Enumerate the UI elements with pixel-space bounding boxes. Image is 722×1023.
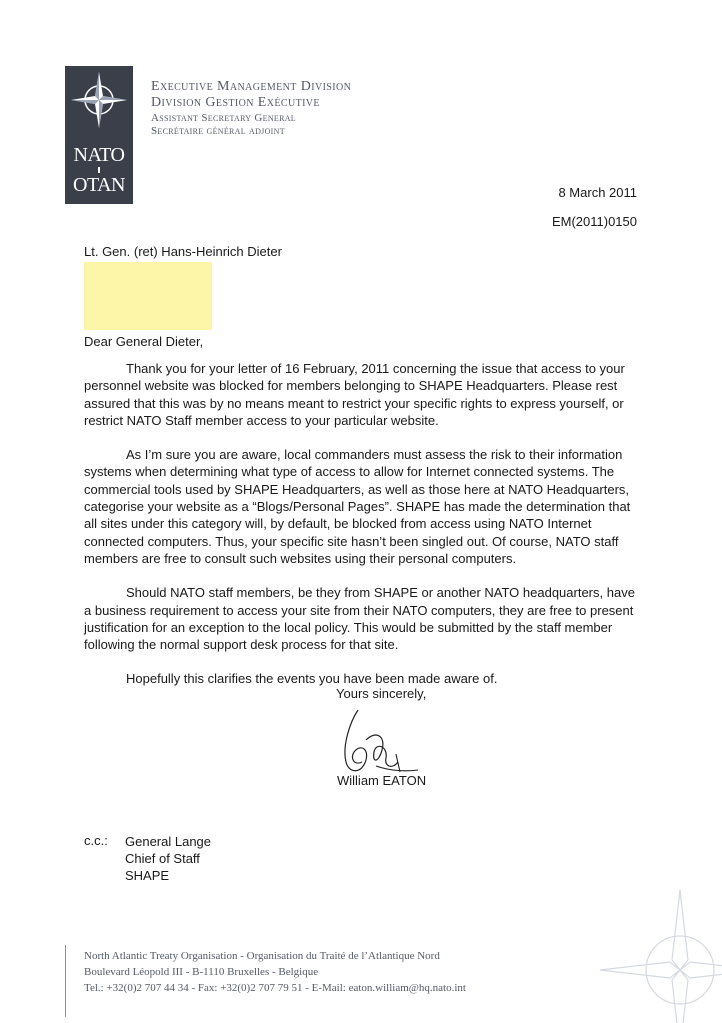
title-fr: Secrétaire général adjoint bbox=[151, 125, 285, 137]
logo-otan-text: OTAN bbox=[73, 174, 125, 196]
letterhead bbox=[151, 80, 351, 137]
cc-line: Chief of Staff bbox=[125, 851, 200, 866]
logo-nato-text: NATO bbox=[73, 144, 125, 166]
letter-date: 8 March 2011 bbox=[558, 185, 637, 200]
body-paragraph-4: Hopefully this clarifies the events you have been made aware of. bbox=[126, 671, 498, 687]
closing: Yours sincerely, bbox=[336, 686, 427, 701]
body-paragraph-1: Thank you for your letter of 16 February, 2011 concerning the issue that access to your personnel website was blocked for members belonging to SHAPE Headquarters. Please rest assured that this was by no means meant to restrict your specific rights to express yourself, or restrict NATO Staff member access to your particular website. bbox=[84, 361, 625, 428]
signer-name: William EATON bbox=[337, 773, 427, 788]
division-name-fr: Division Gestion Exécutive bbox=[151, 95, 320, 110]
nato-compass-star-icon bbox=[69, 70, 129, 130]
letter-body bbox=[84, 360, 640, 705]
body-paragraph-3: Should NATO staff members, be they from SHAPE or another NATO headquarters, have a business requirement to access your site from their NATO computers, they are free to present justification for an exception to the local policy. This would be submitted by the staff member following the normal support desk process for that site. bbox=[84, 585, 635, 653]
redacted-address bbox=[84, 262, 212, 330]
cc-label: c.c.: bbox=[84, 833, 108, 848]
footer-rule bbox=[65, 945, 66, 1017]
cc-line: SHAPE bbox=[125, 868, 170, 883]
letter-footer bbox=[84, 948, 466, 996]
letter-reference: EM(2011)0150 bbox=[551, 214, 637, 229]
title-en: Assistant Secretary General bbox=[151, 112, 296, 124]
body-paragraph-2: As I’m sure you are aware, local commanders must assess the risk to their information systems when determining what type of access to allow for Internet connected systems. The commercial tools used by SHAPE Headquarters, as well as those here at NATO Headquarters, categorise your website as a “Blogs/Personal Pages”. SHAPE has made the determination that all sites under this category will, by default, be blocked from access using NATO Internet connected computers. Thus, your specific site hasn’t been singled out. Of course, NATO staff members are free to consult such websites using their personal computers. bbox=[84, 447, 631, 566]
logo-divider bbox=[98, 167, 100, 173]
addressee: Lt. Gen. (ret) Hans-Heinrich Dieter bbox=[84, 244, 282, 259]
handwritten-signature bbox=[336, 700, 426, 778]
footer-organisation: North Atlantic Treaty Organisation - Organisation du Traité de l’Atlantique Nord bbox=[84, 950, 440, 962]
salutation: Dear General Dieter, bbox=[84, 334, 204, 349]
division-name-en: Executive Management Division bbox=[151, 79, 352, 94]
nato-logo bbox=[65, 66, 133, 204]
nato-star-watermark-icon bbox=[590, 880, 722, 1023]
footer-contact: Tel.: +32(0)2 707 44 34 - Fax: +32(0)2 707 79 51 - E-Mail: eaton.william@hq.nato.int bbox=[84, 982, 466, 994]
cc-line: General Lange bbox=[125, 834, 212, 849]
footer-address: Boulevard Léopold III - B-1110 Bruxelles - Belgique bbox=[84, 966, 319, 978]
cc-recipients bbox=[125, 833, 211, 884]
